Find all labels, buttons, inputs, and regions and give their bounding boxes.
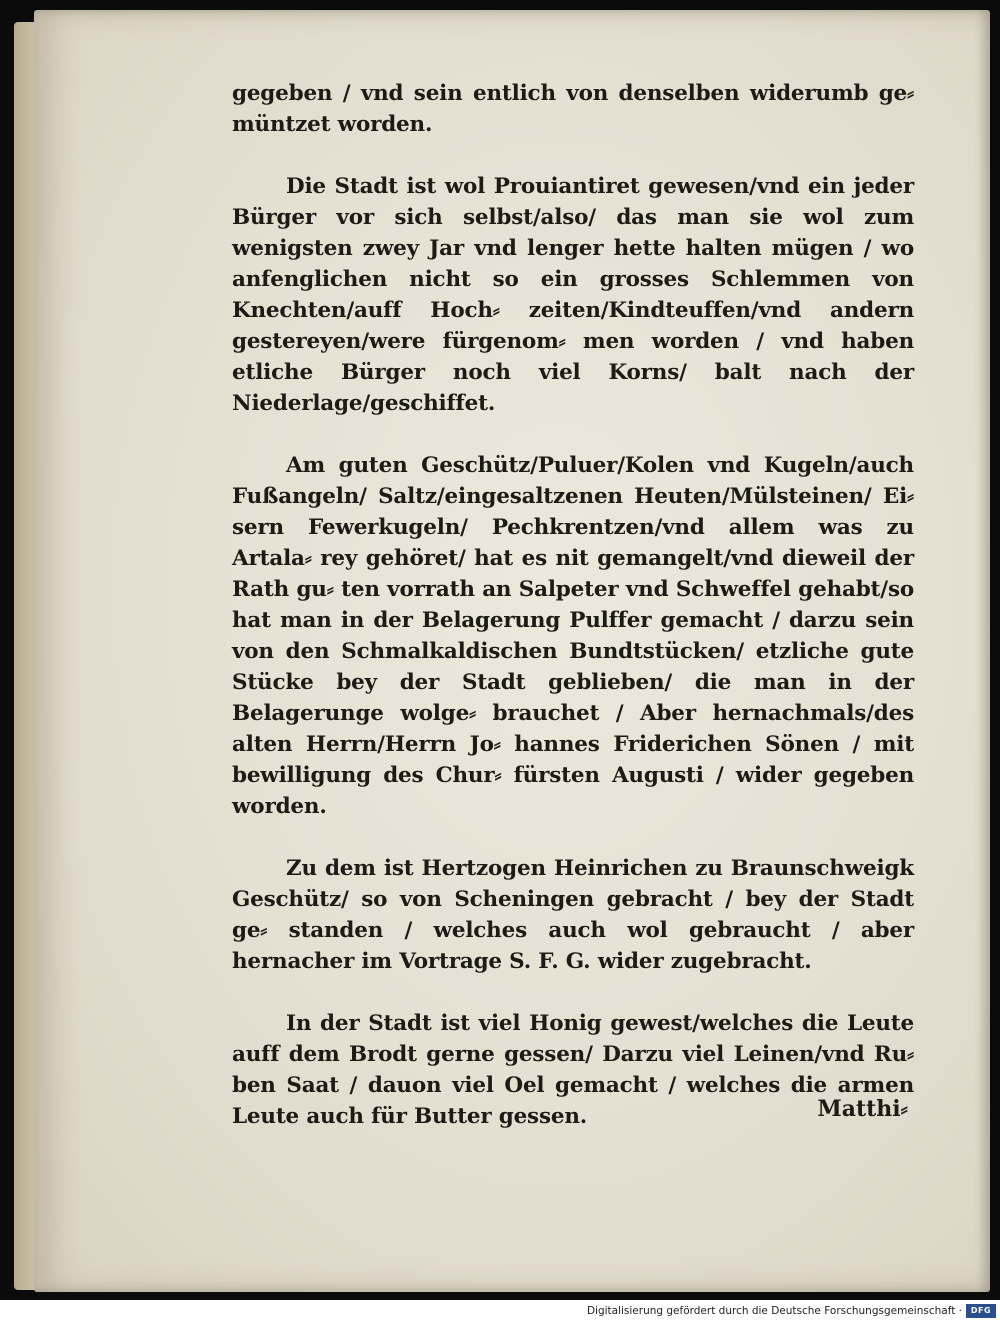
paragraph-3: Am guten Geschütz/Puluer/Kolen vnd Kugeln/auch Fußangeln/ Saltz/eingesaltzenen Heuten/Mülsteinen/ Ei⸗ sern Fewerkugeln/ Pechkrentzen/vnd allem was zu Artala⸗ rey gehöret/ hat es nit gemangelt/vnd dieweil der Rath gu⸗ ten vorrath an Salpeter vnd Schweffel gehabt/so hat man in der Belagerung Pulffer gemacht / darzu sein von den Schmalkaldischen Bundtstücken/ etzliche gute Stücke bey der Stadt geblieben/ die man in der Belagerunge wolge⸗ brauchet / Aber hernachmals/des alten Herrn/Herrn Jo⸗ hannes Friderichen Sönen / mit bewilligung des Chur⸗ fürsten Augusti / wider gegeben worden. [232, 453, 914, 819]
catchword: Matthi⸗ [817, 1096, 908, 1122]
dfg-logo-icon: DFG [966, 1304, 996, 1318]
paragraph-5: In der Stadt ist viel Honig gewest/welches die Leute auff dem Brodt gerne gessen/ Darzu viel Leinen/vnd Ru⸗ ben Saat / dauon viel Oel gemacht / welches die armen Leute auch für Butter gessen. [232, 1011, 914, 1129]
footer-bar [0, 1300, 1000, 1323]
body-text [232, 78, 914, 1163]
paragraph-2: Die Stadt ist wol Prouiantiret gewesen/vnd ein jeder Bürger vor sich selbst/also/ das man sie wol zum wenigsten zwey Jar vnd lenger hette halten mügen / wo anfenglichen nicht so ein grosses Schlemmen von Knechten/auff Hoch⸗ zeiten/Kindteuffen/vnd andern gestereyen/were fürgenom⸗ men worden / vnd haben etliche Bürger noch viel Korns/ balt nach der Niederlage/geschiffet. [232, 174, 914, 416]
paragraph-1: gegeben / vnd sein entlich von denselben widerumb ge⸗ müntzet worden. [232, 81, 914, 137]
paragraph-4: Zu dem ist Hertzogen Heinrichen zu Braunschweigk Geschütz/ so von Scheningen gebracht / bey der Stadt ge⸗ standen / welches auch wol gebraucht / aber hernacher im Vortrage S. F. G. wider zugebracht. [232, 856, 914, 974]
funding-credit: Digitalisierung gefördert durch die Deutsche Forschungsgemeinschaft · [586, 1305, 962, 1317]
